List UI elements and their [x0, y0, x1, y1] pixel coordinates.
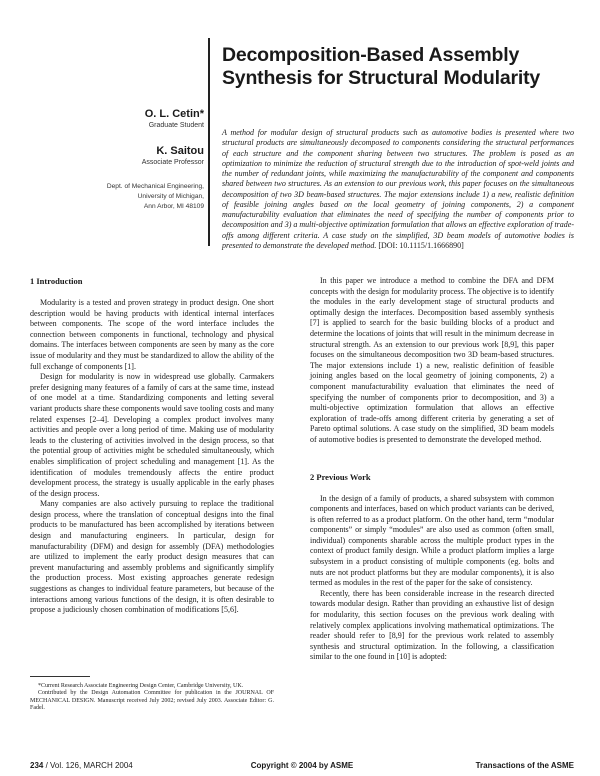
- author-role: Graduate Student: [148, 122, 204, 129]
- footnotes: [30, 676, 274, 713]
- right-column: [310, 276, 554, 663]
- volume-info: / Vol. 126, MARCH 2004: [43, 761, 133, 770]
- page-number: 234: [30, 761, 44, 770]
- paper-title: Decomposition-Based Assembly Synthesis for Structural Modularity: [222, 44, 541, 89]
- footnote: *Current Research Associate Engineering Design Center, Cambridge University, UK.: [38, 682, 244, 689]
- affiliation: [30, 182, 204, 212]
- author-name: K. Saitou: [156, 145, 204, 157]
- body-paragraph: In this paper we introduce a method to combine the DFA and DFM concepts with the design for modularity process. The objective is to identify the modules in the early development stage of structural products and optimally design the interfaces. Decomposition based assembly synthesis [7] is applied to search for the basic building blocks of a product and determine the locations of joints that will result in the minimum decrease in structural strength. As an extension to our previous work [8,9], this paper focuses on the simultaneous decomposition two 3D beam-based structures. The major extensions include 1) a new, realistic definition of feasible joining angles based on the local geometry of joining components, 2) a component manufacturability evaluation that eliminates the need of specifying the number of components prior to decomposition, and 3) a multi-objective optimization formulation that allows an effective exploration of trade-offs among different criteria by generating a set of Pareto optimal solutions. A case study on the simplified, 3D beam models of automotive bodies is presented to demonstrate the developed method.: [310, 276, 554, 444]
- author-role: Associate Professor: [141, 159, 204, 166]
- journal-name: Transactions of the ASME: [475, 761, 574, 770]
- copyright: Copyright © 2004 by ASME: [250, 761, 354, 770]
- footnote: Contributed by the Design Automation Committee for publication in the JOURNAL OF MECHANICAL DESIGN. Manuscript received July 2002; revised July 2003. Associate Editor: G. Fadel.: [30, 690, 274, 712]
- affiliation-line: Ann Arbor, MI 48109: [143, 203, 204, 210]
- body-paragraph: Modularity is a tested and proven strategy in product design. One short description would be having products with identical internal interfaces between components. The scope of the word interface includes the connection between components in functional, technology and physical domains. The interfaces between components are seen by many as the core issue of modularity and they must be standardized to allow the ability of the full exchange of components [1].: [30, 298, 274, 371]
- vertical-divider: [208, 38, 210, 246]
- author-block: [30, 108, 204, 212]
- body-paragraph: Recently, there has been considerable increase in the research directed towards modular design. Rather than providing an exhaustive list of design for modularity, this section focuses on the previous work dealing with relatively complex applications involving mathematical optimizations. The reader should refer to [8,9] for the previous work related to assembly synthesis and structural optimization. In the following, a classification similar to the one found in [10] is adopted:: [310, 588, 554, 662]
- section-heading-introduction: 1 Introduction: [30, 276, 83, 286]
- abstract-text: A method for modular design of structural products such as automotive bodies is presented where two structural products are simultaneously decomposed to components considering the structural performances of each structure and the component sharing between two structures. The problem is posed as an optimization to minimize the reduction of structural strength due to the introduction of spot-weld joints and the number of redundant joints, while maximizing the manufacturability of the component and components shared between two structures. As an extension to our previous work, this paper focuses on the simultaneous decomposition of two 3D beam-based structures. The major extensions include 1) a new, realistic definition of feasible joining angles based on the local geometry of joining components, 2) a component manufacturability evaluation that eliminates the need of specifying the number of components prior to decomposition and 3) a multi-objective optimization formulation that allows an effective exploration of trade-offs among different criteria. A case study on the simplified, 3D beam models of automotive bodies is presented to demonstrate the developed method.: [222, 128, 574, 250]
- body-paragraph: Design for modularity is now in widespread use globally. Carmakers prefer designing many features of a family of cars at the same time, instead of one model at a time. Standardizing components and letting several variant products share these components would save tooling costs and many related expenses [2–4]. Developing a complex product involves many activities and people over a long period of time. Making use of modularity leads to the clustering of activities involved in the design process, so that the potential group of activities might be scheduled simultaneously, which enables simplification of project scheduling and management [1]. As the identification of modules tremendously affects the entire product development process, the strategy is usually applicable in the early phases of the design process.: [30, 372, 274, 498]
- author-name: O. L. Cetin*: [144, 108, 204, 120]
- left-column: [30, 276, 274, 616]
- doi-link[interactable]: [DOI: 10.1115/1.1666890]: [378, 240, 464, 250]
- body-paragraph: In the design of a family of products, a shared subsystem with common components and interfaces, based on which product variants can be derived, is often referred to as a product platform. On the other hand, term “modular components” or simply “modules” are also used as common (often small, individual) components sharable across the multiple product types in the context of product family design. While a product platform implies a large subsystem in a product consisting of multiple components (eg. bolts and nuts are not product platforms but they are modular components), it is also termed as modules in the rest of the paper for the sake of consistency.: [310, 493, 554, 588]
- affiliation-line: Dept. of Mechanical Engineering,: [106, 183, 204, 190]
- footnote-divider: [30, 676, 90, 677]
- section-heading-previous-work: 2 Previous Work: [310, 471, 371, 482]
- abstract: [222, 128, 574, 251]
- affiliation-line: University of Michigan,: [137, 193, 204, 200]
- body-paragraph: Many companies are also actively pursuing to replace the traditional design process, where the translation of conceptual designs into the final products to be manufactured has been accomplished by iterations between design and manufacturing engineers. In particular, design for manufacturability (DFM) and design for assembly (DFA) methodologies are utilized to implement the early product design measures that can prevent manufacturing and assembly problems and significantly simplify the production process. Most existing approaches generate redesign suggestions as changes to individual feature parameters, but because of the interactions among various functions of the design, it is often desirable to propose a judiciously chosen combination of modifications [5,6].: [30, 499, 274, 615]
- page-footer: [30, 761, 574, 772]
